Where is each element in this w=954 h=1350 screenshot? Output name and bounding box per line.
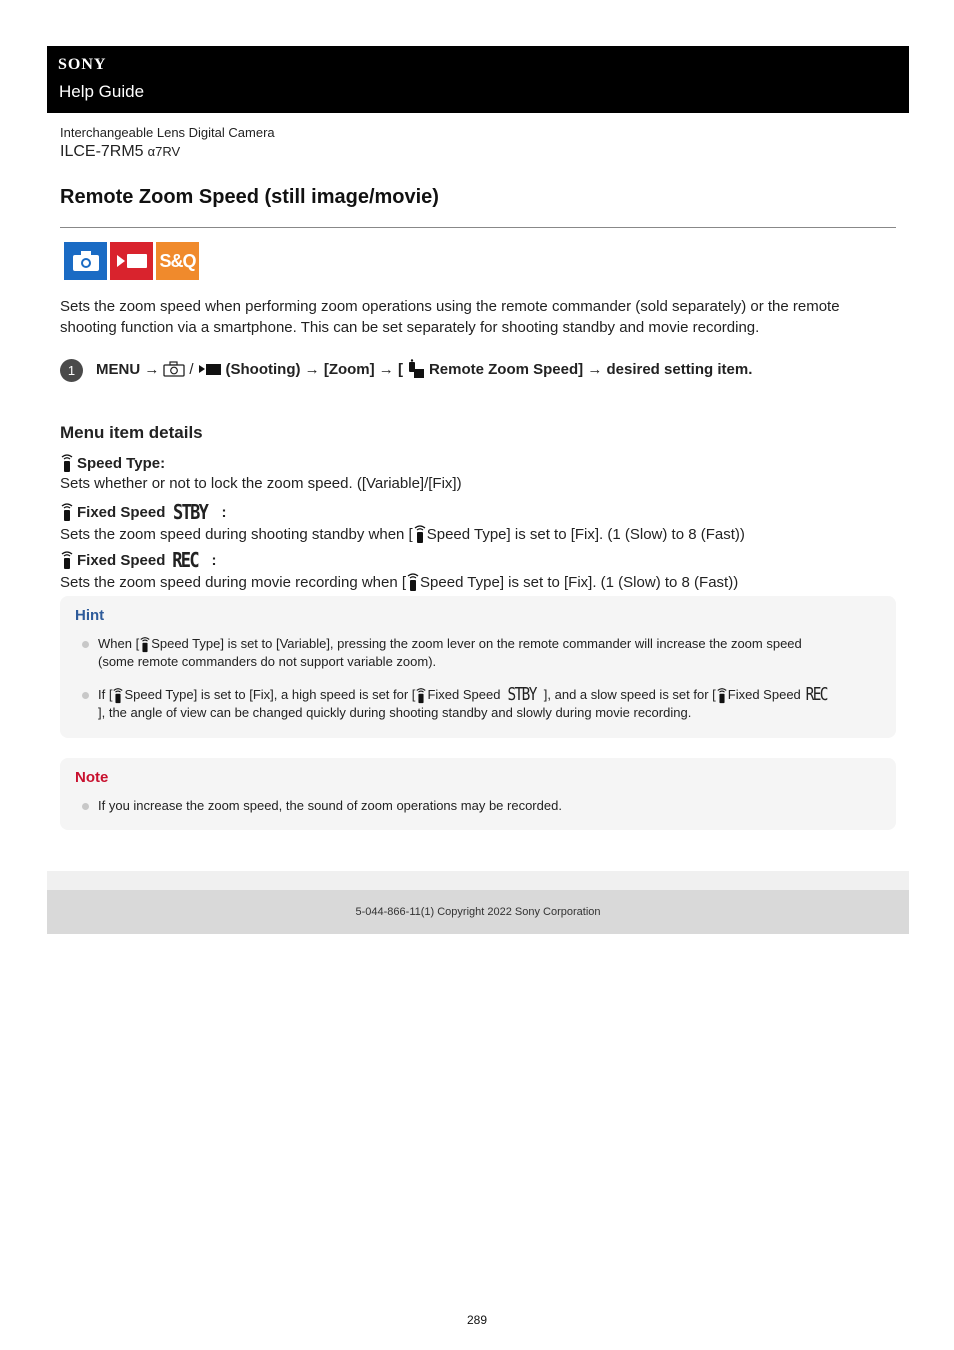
page-number: 289 (466, 1313, 488, 1327)
product-category: Interchangeable Lens Digital Camera (60, 125, 275, 140)
remote-icon (60, 550, 74, 570)
item-fixed-speed-stby (60, 500, 745, 544)
item-label (60, 453, 462, 473)
text: When [ (98, 636, 140, 651)
model-number: ILCE-7RM5 (60, 143, 144, 160)
step-number: 1 (60, 359, 83, 382)
remote-zoom-speed-path: Remote Zoom Speed] → desired setting item. (428, 360, 753, 378)
sony-logo: SONY (58, 56, 107, 73)
menu-item-details-heading: Menu item details (60, 423, 203, 442)
remote-icon (415, 687, 427, 704)
rec-tag: REC (805, 684, 827, 705)
product-model (60, 143, 180, 161)
remote-icon (139, 636, 151, 653)
text: If [ (98, 687, 113, 702)
desc-pre: Sets the zoom speed during movie recording when [ (60, 573, 407, 591)
stby-tag: STBY (507, 684, 537, 705)
fixed-speed-rec-desc (60, 572, 738, 592)
remote-icon (60, 453, 74, 473)
movie-solid-icon (198, 362, 222, 376)
stby-tag: STBY (173, 500, 208, 524)
mode-icons (64, 242, 199, 280)
shooting-path: (Shooting) → [Zoom] → [ (225, 360, 403, 378)
item-speed-type (60, 453, 462, 492)
title-divider (60, 227, 896, 228)
footer (47, 890, 909, 934)
menu-label: MENU → (96, 360, 160, 378)
remote-camera-icon (407, 359, 425, 379)
speed-type-label: Speed Type: (77, 454, 166, 472)
text: Speed Type] is set to [Fix], a high speed is set for [ (124, 687, 416, 702)
sq-icon: S&Q (156, 242, 199, 280)
remote-icon (716, 687, 728, 704)
speed-type-desc: Sets whether or not to lock the zoom speed. ([Variable]/[Fix]) (60, 475, 462, 492)
intro-text: Sets the zoom speed when performing zoom operations using the remote commander (sold separately) or the remote shooting function via a smartphone. This can be set separately for shooting standby and movie recording. (60, 298, 840, 336)
note-box (60, 758, 896, 830)
colon: : (211, 551, 217, 569)
remote-icon (60, 502, 74, 522)
help-guide-label: Help Guide (59, 82, 145, 101)
remote-icon (406, 572, 420, 592)
note-bullet-1: If you increase the zoom speed, the sound of zoom operations may be recorded. (98, 797, 888, 815)
desc-pre: Sets the zoom speed during shooting standby when [ (60, 525, 413, 543)
item-label (60, 500, 745, 524)
fixed-speed-stby-desc (60, 524, 745, 544)
colon: : (221, 503, 227, 521)
hint-box (60, 596, 896, 738)
hint-bullet-1 (98, 635, 888, 671)
desc-post: Speed Type] is set to [Fix]. (1 (Slow) to 8 (Fast)) (426, 525, 745, 543)
page-title: Remote Zoom Speed (still image/movie) (60, 186, 439, 208)
text: (some remote commanders do not support variable zoom). (98, 654, 437, 669)
footer-band (47, 871, 909, 890)
hint-title: Hint (75, 607, 105, 624)
remote-icon (413, 524, 427, 544)
fixed-speed-label: Fixed Speed (77, 503, 166, 521)
header-bar (47, 46, 909, 113)
text: ], the angle of view can be changed quickly during shooting standby and slowly during movie recording. (98, 705, 692, 720)
rec-tag: REC (172, 548, 199, 572)
desc-post: Speed Type] is set to [Fix]. (1 (Slow) to 8 (Fast)) (420, 573, 739, 591)
item-label (60, 548, 738, 572)
model-alpha-name: α7RV (147, 144, 181, 159)
camera-outline-icon (163, 361, 185, 377)
text: ], and a slow speed is set for [ (543, 687, 716, 702)
copyright: 5-044-866-11(1) Copyright 2022 Sony Corporation (355, 906, 601, 918)
fixed-speed-label: Fixed Speed (77, 551, 166, 569)
movie-icon (110, 242, 153, 280)
slash-separator: / (189, 360, 194, 378)
step-text (96, 359, 752, 379)
remote-icon (112, 687, 124, 704)
item-fixed-speed-rec (60, 548, 738, 592)
camera-icon (64, 242, 107, 280)
text: Fixed Speed (727, 687, 801, 702)
hint-bullet-2 (98, 686, 888, 722)
text: Speed Type] is set to [Variable], pressing the zoom lever on the remote commander will increase the zoom speed (151, 636, 802, 651)
text: Fixed Speed (427, 687, 501, 702)
note-title: Note (75, 769, 109, 786)
